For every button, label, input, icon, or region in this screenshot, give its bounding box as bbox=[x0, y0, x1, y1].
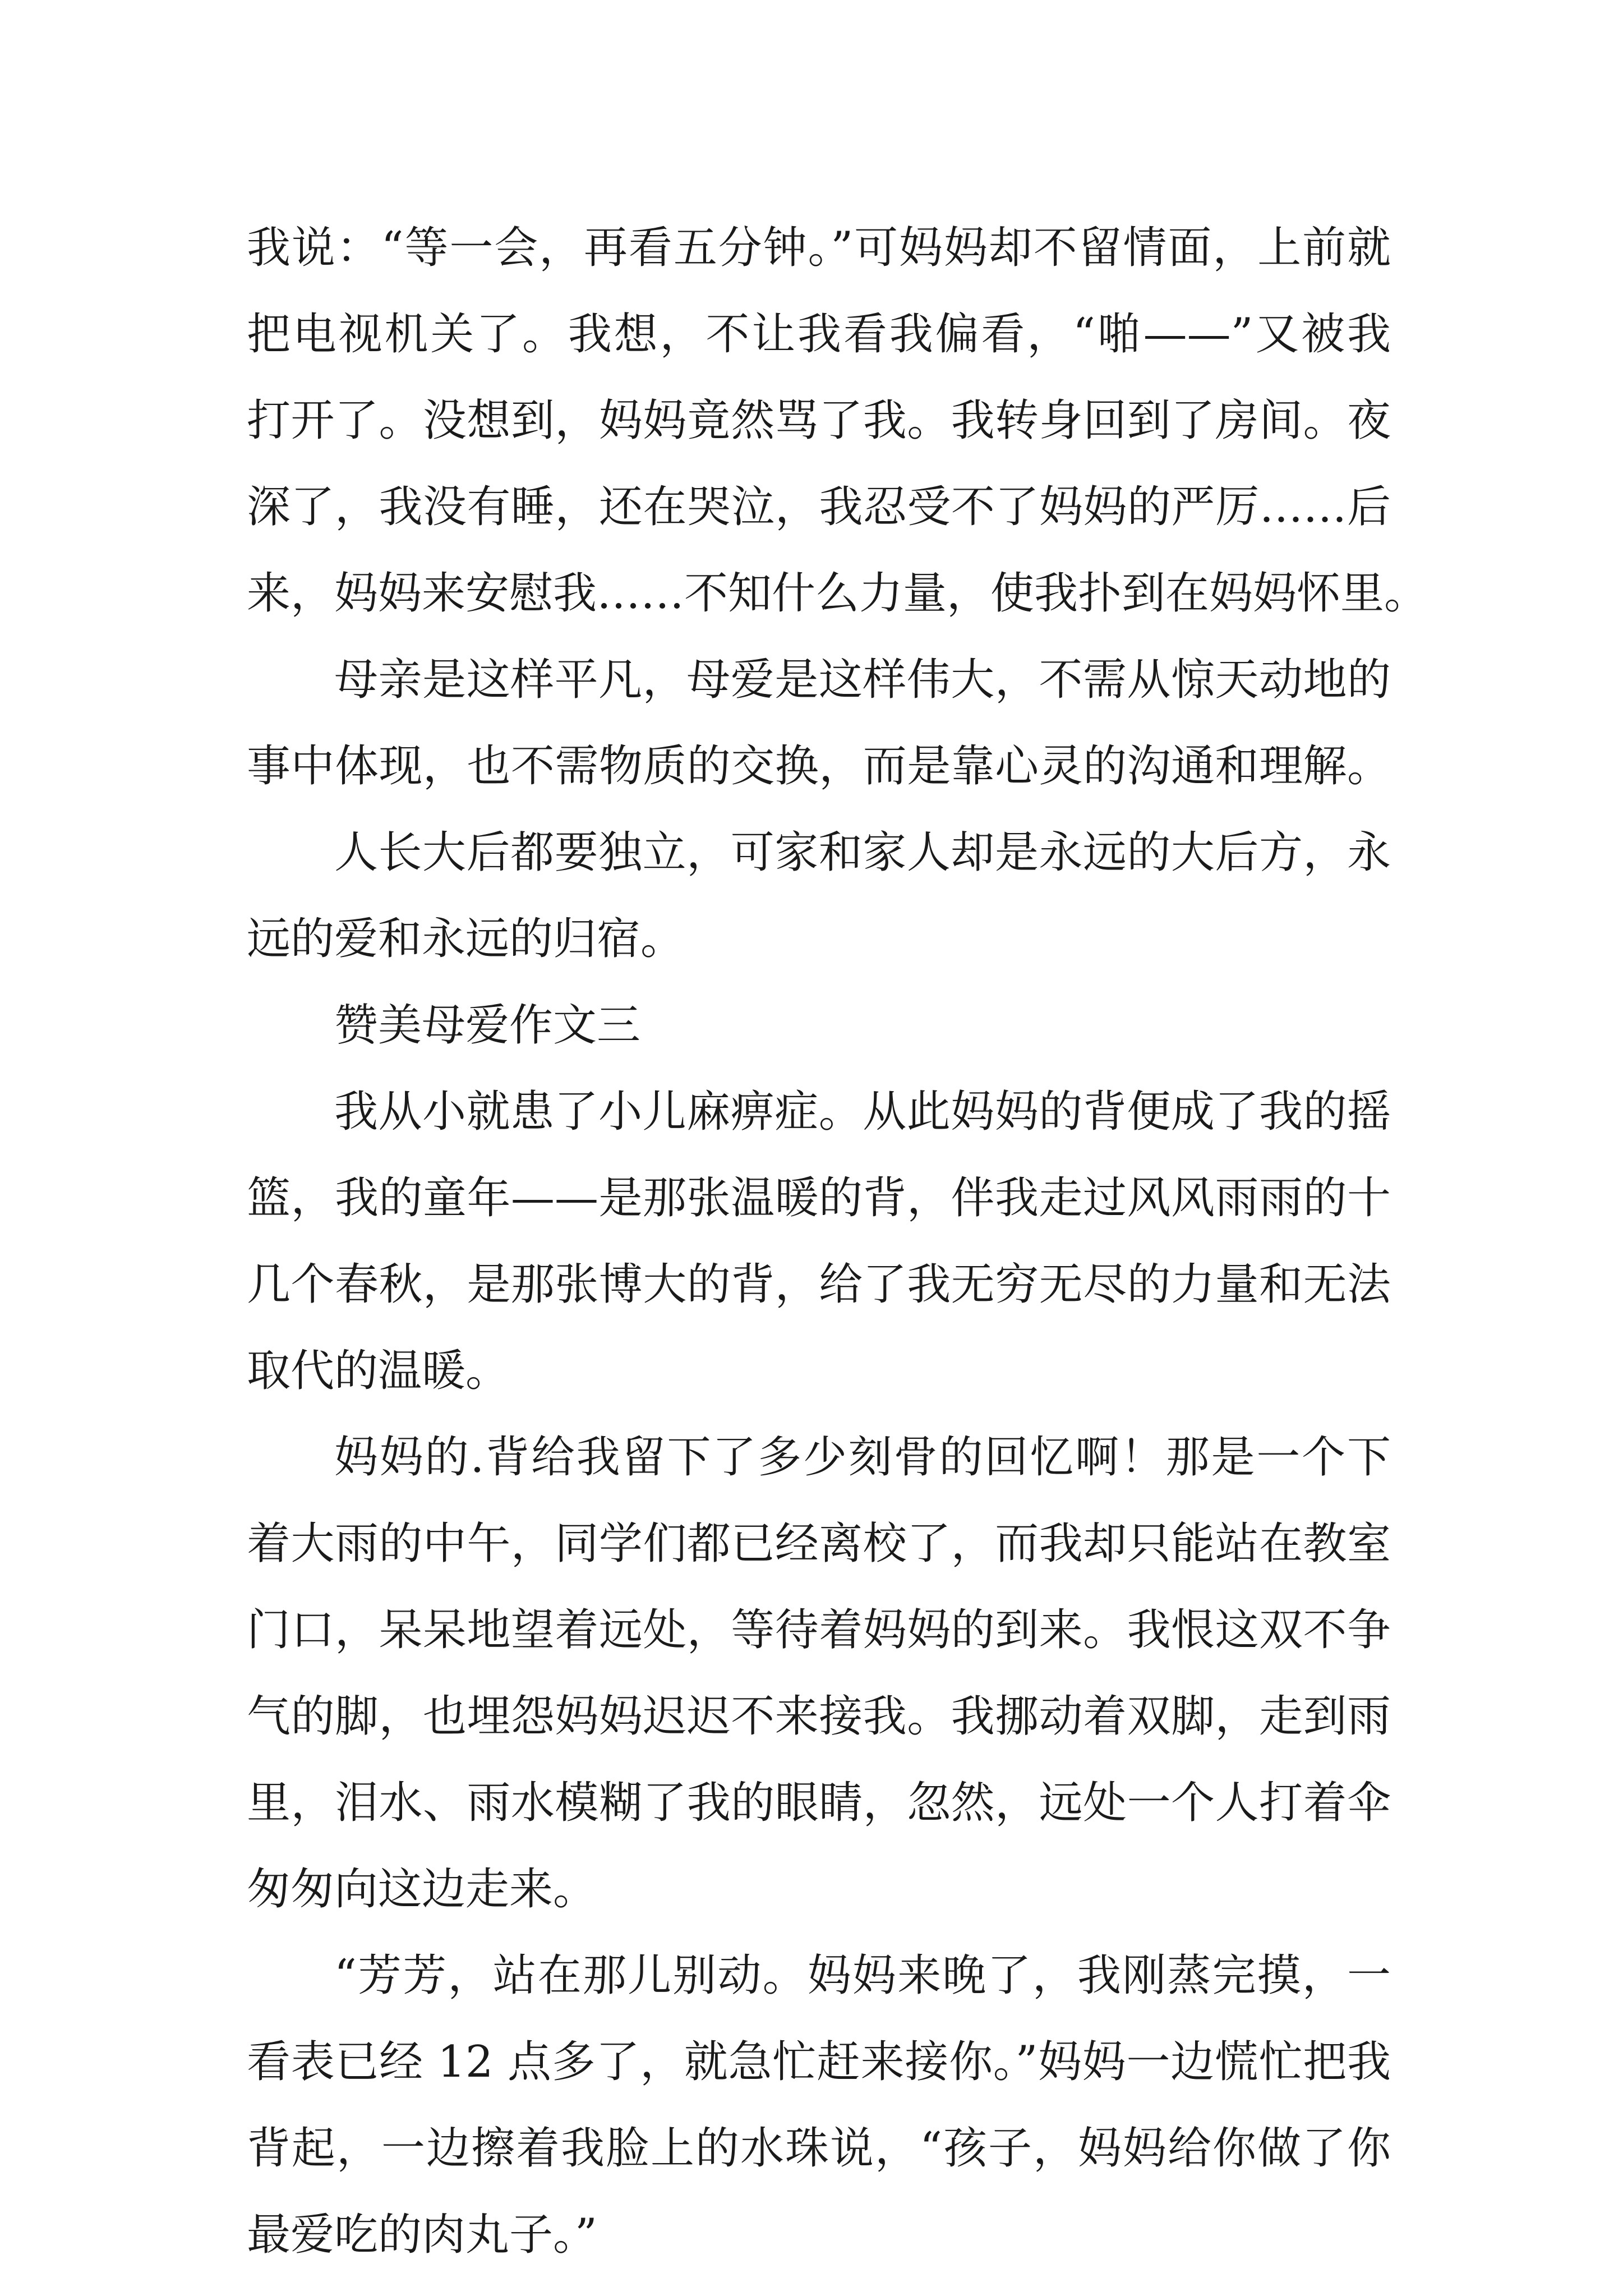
text-line: 取代的温暖。 bbox=[247, 1346, 510, 1396]
text-line: 看表已经 12 点多了，就急忙赶来接你。”妈妈一边慌忙把我 bbox=[247, 2037, 1391, 2087]
text-line: 背起，一边擦着我脸上的水珠说，“孩子，妈妈给你做了你 bbox=[247, 2123, 1391, 2174]
text-line: 来，妈妈来安慰我……不知什么力量，使我扑到在妈妈怀里。 bbox=[247, 568, 1428, 619]
section-title: 赞美母爱作文三 bbox=[334, 1000, 641, 1051]
text-line: 匆匆向这边走来。 bbox=[247, 1864, 597, 1915]
text-line: 把电视机关了。我想，不让我看我偏看，“啪——”又被我 bbox=[247, 309, 1391, 360]
text-line: 气的脚，也埋怨妈妈迟迟不来接我。我挪动着双脚，走到雨 bbox=[247, 1691, 1391, 1742]
text-line: 母亲是这样平凡，母爱是这样伟大，不需从惊天动地的 bbox=[334, 655, 1391, 705]
text-line: 门口，呆呆地望着远处，等待着妈妈的到来。我恨这双不争 bbox=[247, 1605, 1391, 1655]
text-line: 我说：“等一会，再看五分钟。”可妈妈却不留情面，上前就 bbox=[247, 223, 1391, 273]
text-line: 几个春秋，是那张博大的背，给了我无穷无尽的力量和无法 bbox=[247, 1259, 1391, 1310]
text-line: 妈妈的.背给我留下了多少刻骨的回忆啊！那是一个下 bbox=[334, 1432, 1391, 1483]
text-line: 着大雨的中午，同学们都已经离校了，而我却只能站在教室 bbox=[247, 1519, 1391, 1569]
text-line: 里，泪水、雨水模糊了我的眼睛，忽然，远处一个人打着伞 bbox=[247, 1778, 1391, 1828]
text-line: “芳芳，站在那儿别动。妈妈来晚了，我刚蒸完摸，一 bbox=[334, 1950, 1391, 2001]
text-line: 深了，我没有睡，还在哭泣，我忍受不了妈妈的严厉……后 bbox=[247, 482, 1391, 532]
text-line: 最爱吃的肉丸子。” bbox=[247, 2210, 597, 2260]
text-line: 事中体现，也不需物质的交换，而是靠心灵的沟通和理解。 bbox=[247, 741, 1391, 792]
text-line: 打开了。没想到，妈妈竟然骂了我。我转身回到了房间。夜 bbox=[247, 395, 1391, 446]
body-text bbox=[247, 205, 1428, 2278]
text-line: 远的爱和永远的归宿。 bbox=[247, 914, 685, 964]
text-line: 篮，我的童年——是那张温暖的背，伴我走过风风雨雨的十 bbox=[247, 1173, 1391, 1223]
text-line: 我从小就患了小儿麻痹症。从此妈妈的背便成了我的摇 bbox=[334, 1087, 1391, 1137]
text-line: 人长大后都要独立，可家和家人却是永远的大后方，永 bbox=[334, 827, 1391, 878]
